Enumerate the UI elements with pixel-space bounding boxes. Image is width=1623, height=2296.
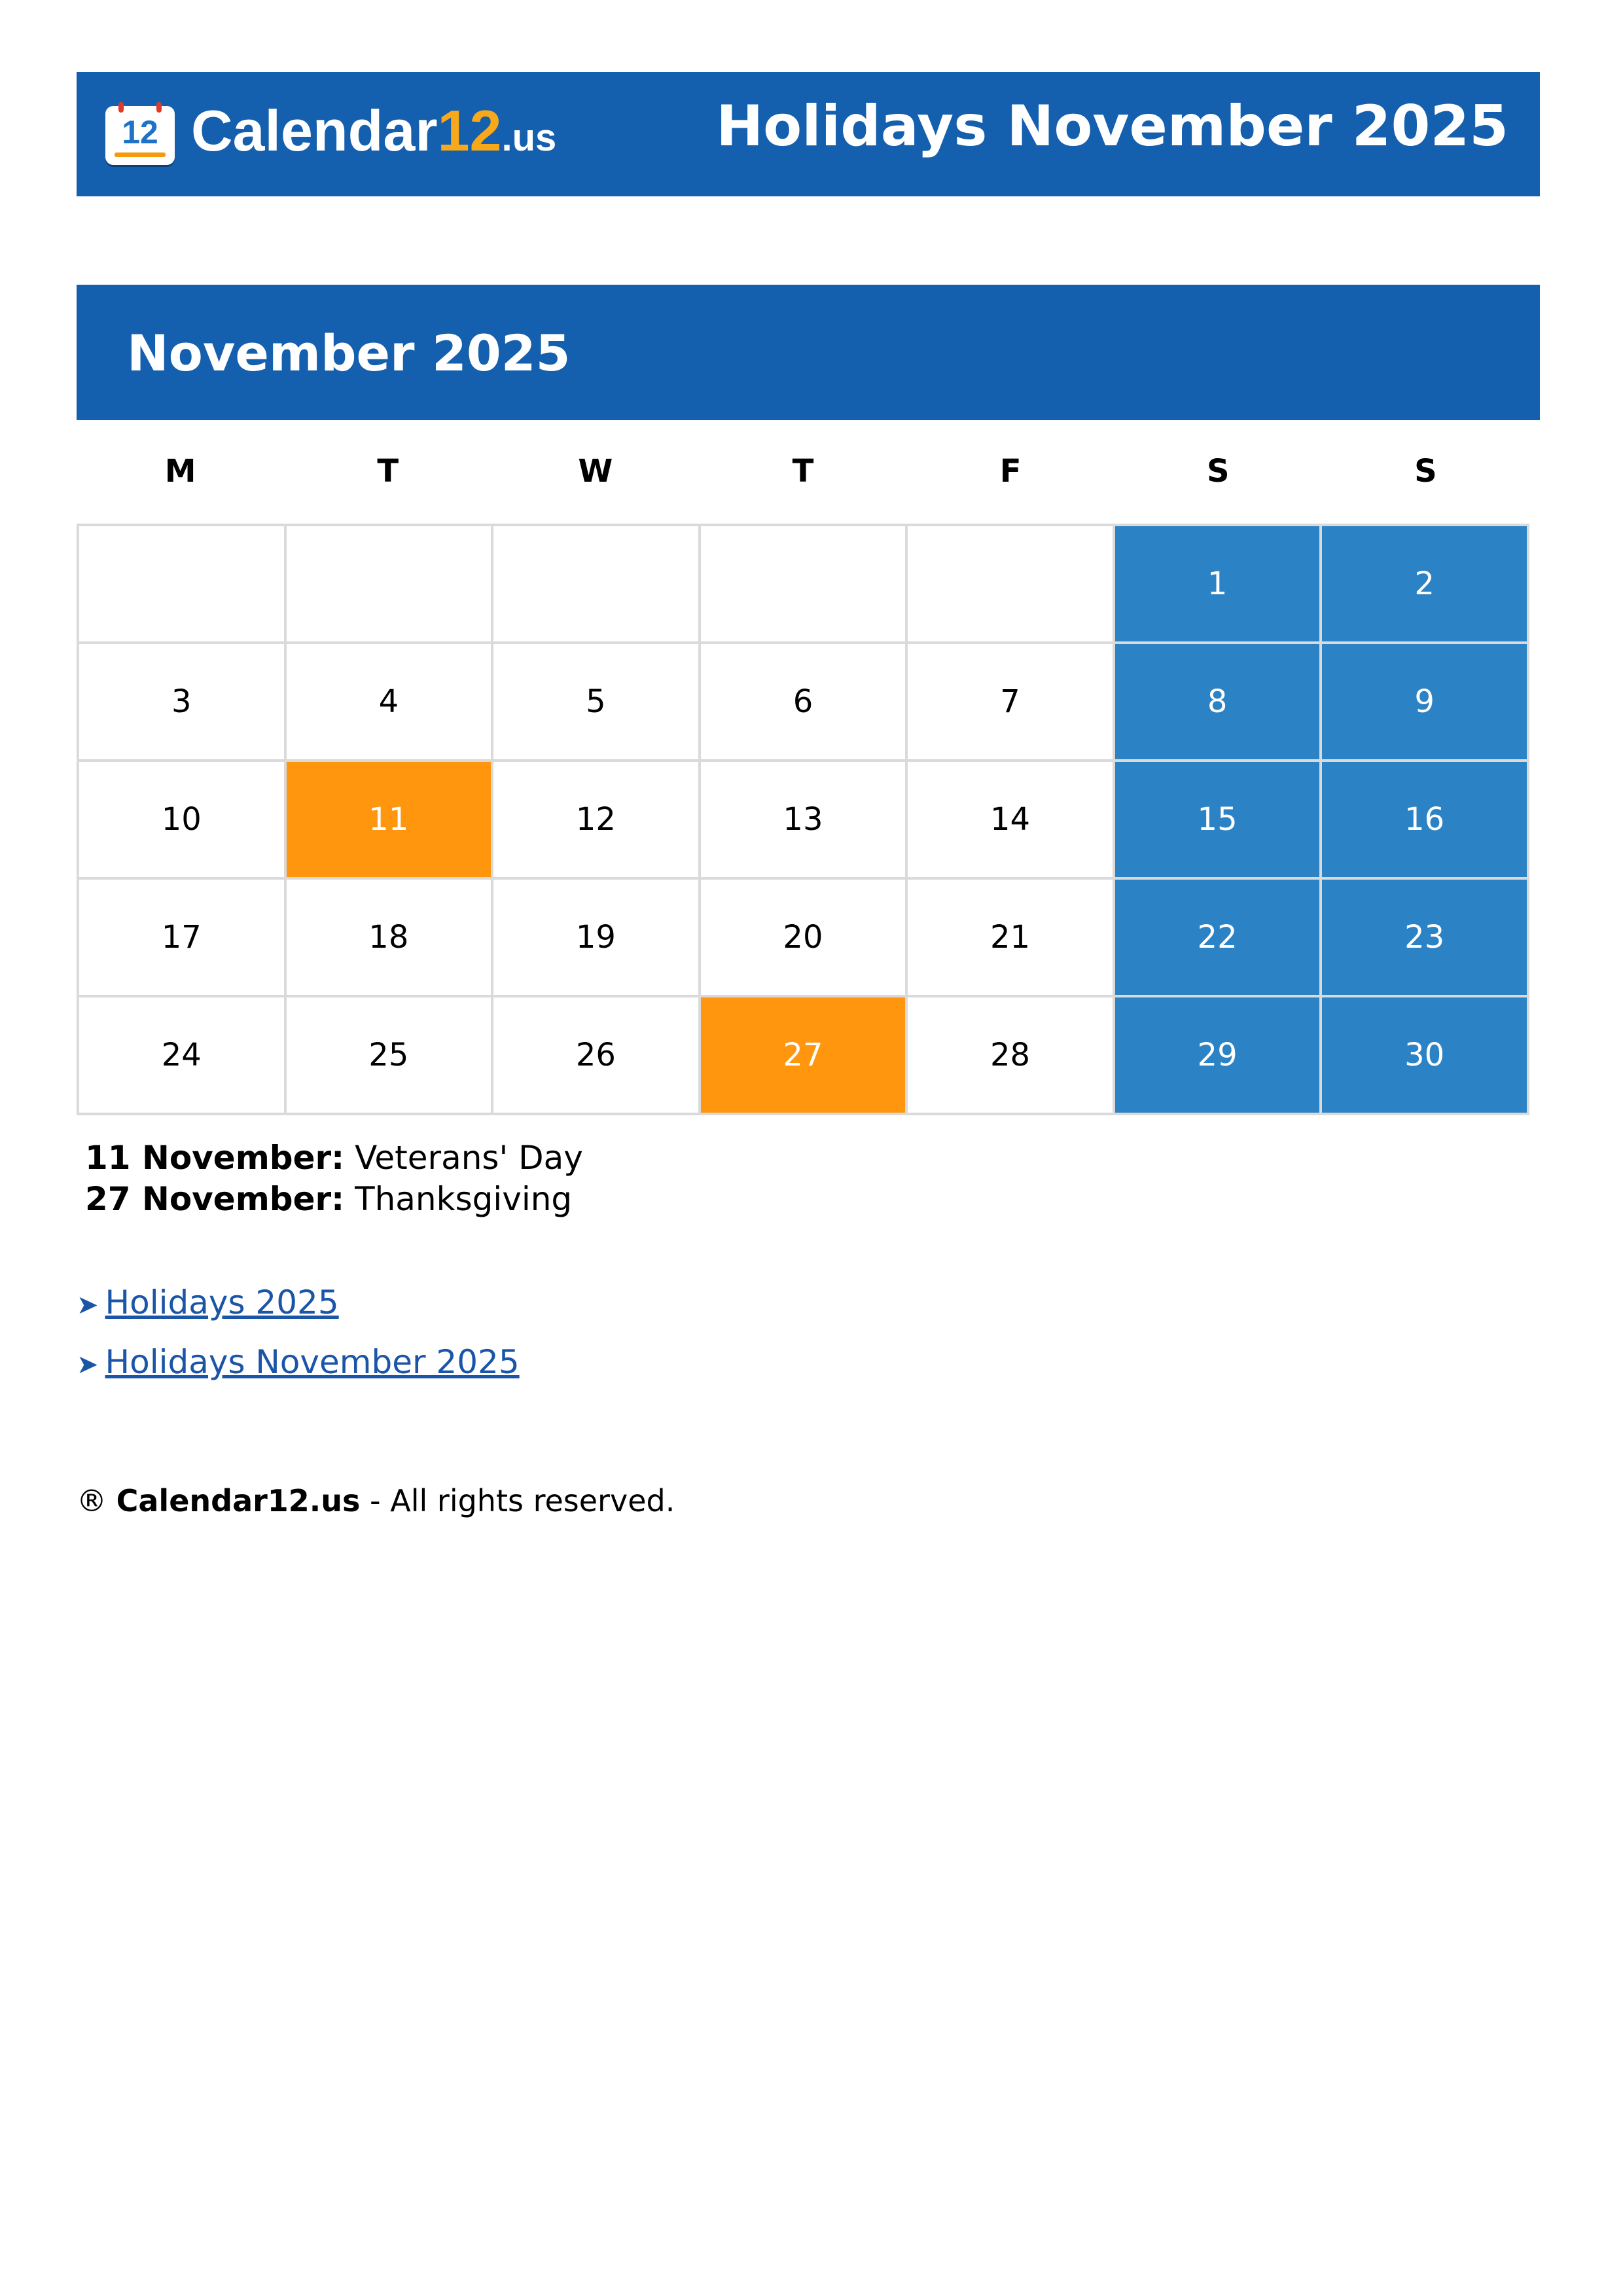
weekday-friday: F — [999, 453, 1022, 490]
calendar-grid — [77, 524, 1529, 1115]
calendar-week-row — [78, 525, 1528, 643]
logo-icon-number: 12 — [122, 114, 158, 151]
calendar-day-23[interactable]: 23 — [1321, 878, 1528, 996]
month-title: November 2025 — [127, 324, 571, 382]
holiday-name: Veterans' Day — [355, 1139, 583, 1177]
calendar-day-3[interactable]: 3 — [78, 643, 285, 761]
calendar-day-2[interactable]: 2 — [1321, 525, 1528, 643]
calendar-day-17[interactable]: 17 — [78, 878, 285, 996]
calendar-day-8[interactable]: 8 — [1114, 643, 1321, 761]
weekday-thursday: T — [792, 453, 814, 490]
logo-icon-bar — [115, 152, 166, 157]
calendar-day-24[interactable]: 24 — [78, 996, 285, 1114]
site-header — [77, 72, 1540, 196]
holiday-item — [85, 1138, 583, 1179]
link-holidays-november-2025[interactable]: Holidays November 2025 — [105, 1343, 520, 1381]
related-links — [77, 1280, 520, 1399]
calendar-day-16[interactable]: 16 — [1321, 761, 1528, 878]
weekday-monday: M — [164, 453, 196, 490]
calendar-week-row — [78, 643, 1528, 761]
calendar-day-5[interactable]: 5 — [492, 643, 700, 761]
calendar-week-row — [78, 878, 1528, 996]
calendar-day-7[interactable]: 7 — [906, 643, 1114, 761]
weekday-sunday: S — [1414, 453, 1437, 490]
calendar-day-6[interactable]: 6 — [700, 643, 907, 761]
link-holidays-2025[interactable]: Holidays 2025 — [105, 1283, 339, 1321]
calendar-day-18[interactable]: 18 — [285, 878, 493, 996]
weekday-header-row — [77, 445, 1529, 497]
calendar-week-row — [78, 996, 1528, 1114]
page-title: Holidays November 2025 — [716, 94, 1508, 159]
weekday-wednesday: W — [578, 453, 613, 490]
calendar-day-14[interactable]: 14 — [906, 761, 1114, 878]
calendar-week-row — [78, 761, 1528, 878]
calendar-day-13[interactable]: 13 — [700, 761, 907, 878]
footer — [77, 1478, 675, 1524]
calendar-logo-icon[interactable] — [105, 106, 175, 165]
calendar-empty-cell — [906, 525, 1114, 643]
calendar-day-11[interactable]: 11 — [285, 761, 493, 878]
calendar-day-28[interactable]: 28 — [906, 996, 1114, 1114]
month-header — [77, 285, 1540, 420]
calendar-empty-cell — [700, 525, 907, 643]
calendar-empty-cell — [492, 525, 700, 643]
holiday-name: Thanksgiving — [355, 1180, 573, 1218]
calendar-ring-icon — [156, 102, 162, 113]
calendar-empty-cell — [78, 525, 285, 643]
calendar-day-21[interactable]: 21 — [906, 878, 1114, 996]
calendar-day-22[interactable]: 22 — [1114, 878, 1321, 996]
arrow-right-icon: ➤ — [77, 1290, 99, 1320]
logo-accent: 12 — [437, 98, 502, 163]
arrow-right-icon: ➤ — [77, 1350, 99, 1380]
calendar-ring-icon — [118, 102, 124, 113]
calendar-day-27[interactable]: 27 — [700, 996, 907, 1114]
weekday-saturday: S — [1206, 453, 1230, 490]
logo-tld: .us — [501, 117, 557, 159]
link-item — [77, 1280, 520, 1339]
footer-text: - All rights reserved. — [370, 1483, 675, 1518]
calendar-day-15[interactable]: 15 — [1114, 761, 1321, 878]
holiday-item — [85, 1179, 583, 1220]
calendar-empty-cell — [285, 525, 493, 643]
holiday-list — [85, 1138, 583, 1220]
calendar-day-9[interactable]: 9 — [1321, 643, 1528, 761]
footer-brand: Calendar12.us — [116, 1483, 361, 1518]
site-logo[interactable] — [191, 98, 556, 171]
link-item — [77, 1339, 520, 1399]
weekday-tuesday: T — [377, 453, 399, 490]
calendar-day-12[interactable]: 12 — [492, 761, 700, 878]
holiday-date: 11 November: — [85, 1139, 345, 1177]
calendar-day-1[interactable]: 1 — [1114, 525, 1321, 643]
registered-icon: ® — [77, 1483, 107, 1518]
calendar-day-29[interactable]: 29 — [1114, 996, 1321, 1114]
calendar-day-25[interactable]: 25 — [285, 996, 493, 1114]
calendar-day-10[interactable]: 10 — [78, 761, 285, 878]
calendar-day-19[interactable]: 19 — [492, 878, 700, 996]
holiday-date: 27 November: — [85, 1180, 345, 1218]
calendar-day-30[interactable]: 30 — [1321, 996, 1528, 1114]
logo-name: Calendar — [191, 98, 438, 163]
calendar-day-20[interactable]: 20 — [700, 878, 907, 996]
calendar-day-26[interactable]: 26 — [492, 996, 700, 1114]
calendar-day-4[interactable]: 4 — [285, 643, 493, 761]
